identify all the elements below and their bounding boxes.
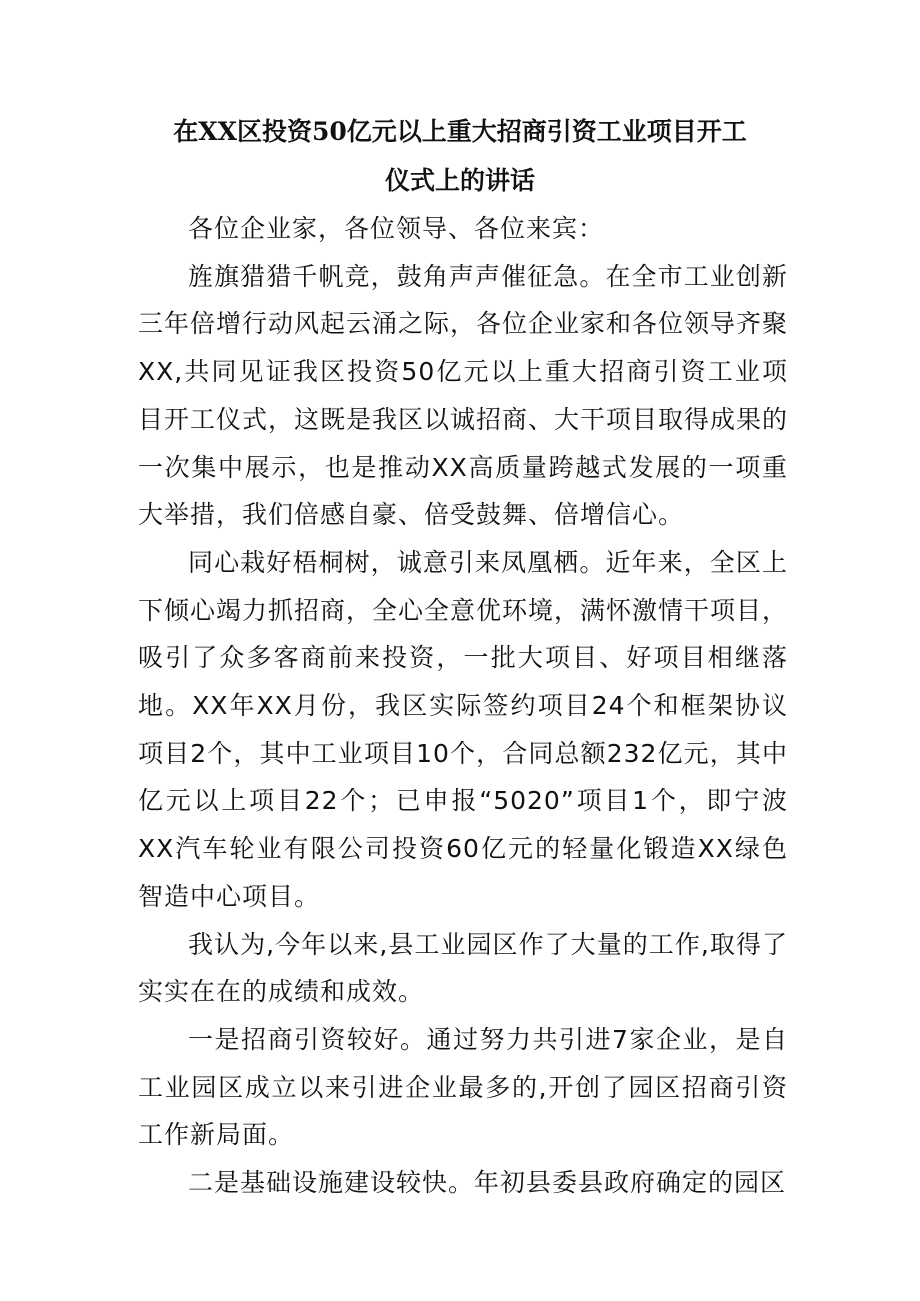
speech-title-line-2: 仪式上的讲话 xyxy=(384,166,535,195)
park-work-summary-paragraph: 我认为,今年以来,县工业园区作了大量的工作,取得了实实在在的成绩和成效。 xyxy=(138,929,788,1007)
salutation-paragraph: 各位企业家，各位领导、各位来宾： xyxy=(188,214,605,243)
point-two-paragraph: 二是基础设施建设较快。年初县委县政府确定的园区 xyxy=(188,1168,787,1198)
speech-body xyxy=(138,205,788,1207)
point-one-paragraph: 一是招商引资较好。通过努力共引进7家企业，是自工业园区成立以来引进企业最多的,开创了园区招商引资工作新局面。 xyxy=(138,1024,788,1150)
speech-title-line-1: 在XX区投资50亿元以上重大招商引资工业项目开工 xyxy=(173,117,747,146)
investment-achievements-paragraph: 同心栽好梧桐树，诚意引来凤凰栖。近年来，全区上下倾心竭力抓招商，全心全意优环境，满怀激情干项目，吸引了众多客商前来投资，一批大项目、好项目相继落地。XX年XX月份，我区实际签约项目24个和框架协议项目2个，其中工业项目10个，合同总额232亿元，其中亿元以上项目22个；已申报“5020”项目1个，即宁波XX汽车轮业有限公司投资60亿元的轻量化锻造XX绿色智造中心项目。 xyxy=(138,547,789,911)
opening-paragraph: 旌旗猎猎千帆竞，鼓角声声催征急。在全市工业创新三年倍增行动风起云涌之际，各位企业家和各位领导齐聚XX,共同见证我区投资50亿元以上重大招商引资工业项目开工仪式，这既是我区以诚招商、大干项目取得成果的一次集中展示，也是推动XX高质量跨越式发展的一项重大举措，我们倍感自豪、倍受鼓舞、倍增信心。 xyxy=(138,261,789,530)
